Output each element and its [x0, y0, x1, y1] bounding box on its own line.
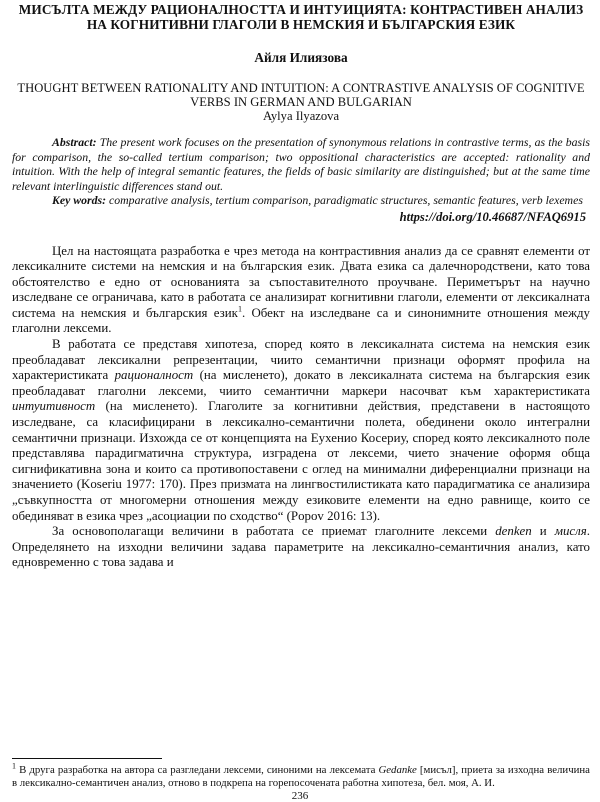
- abstract-label: Abstract:: [52, 135, 97, 149]
- paragraph-3-text-end: . Определянето на изходни величини задава параметрите на лексикално-семантичния анализ, като едновременно с това задава и: [12, 524, 590, 570]
- paragraph-3: [12, 524, 590, 571]
- body-text: [12, 244, 590, 571]
- term-denken: denken: [495, 524, 532, 539]
- paragraph-2-text-end: (на мисленето). Глаголите за когнитивни действия, представени в настоящото изследване, са класифицирани в лексикално-семантични полета, обединени около интегрални семантични признаци. Изхожда се от концепцията на Еухенио Косериу, според която лексикалното поле представлява парадигматична структура, изградена от лексеми, чието значение оформя обща сигнификативна зона и които са противопоставени с оглед на минимални диференциални признаци на значението (Koseriu 1977: 170). През призмата на лингвостилистиката като парадигматика се анализира „съвкупността от многомерни отношения между езиковите елементи на едно равнище, които се обединяват в езика чрез „асоциации по сходство“ (Popov 2016: 13).: [12, 399, 590, 523]
- term-mislya: мисля: [554, 524, 587, 539]
- term-intuitiveness: интуитивност: [12, 399, 96, 414]
- keywords: [12, 193, 590, 208]
- footnote-divider: [12, 758, 162, 759]
- footnote-ref[interactable]: 1: [237, 304, 242, 314]
- author-name-bg: Айля Илиязова: [254, 50, 348, 65]
- abstract: [12, 135, 590, 193]
- paragraph-2-text-mid: (на мисленето), докато в лексикалната система на българския език преобладават глаголни лексеми, чиито семантични маркери насочват към характеристиката: [12, 368, 590, 398]
- paragraph-3-text: За основополагащи величини в работата се приемат глаголните лексеми: [52, 524, 496, 539]
- paper-title-en: THOUGHT BETWEEN RATIONALITY AND INTUITION: A CONTRASTIVE ANALYSIS OF COGNITIVE VERBS IN GERMAN AND BULGARIAN: [17, 81, 585, 109]
- paragraph-2-text: В работата се представя хипотеза, според която в лексикалната система на немския език преобладават лексикални репрезентации, чиито семантични признаци оформят профила на характеристиката: [12, 337, 590, 383]
- page-number: 236: [291, 790, 309, 802]
- author-name-en: Aylya Ilyazova: [262, 109, 340, 123]
- paragraph-2: [12, 337, 590, 524]
- abstract-text: The present work focuses on the presentation of synonymous relations in contrastive terms, as the basis for comparison, the so-called tertium comparison; two oppositional characteristics are accepted: rationality and intuition. With the help of integral semantic features, the fields of basic similarity are distinguished; but at the same time relevant interlinguistic differences stand out.: [12, 135, 591, 193]
- footnote-number: 1: [12, 761, 16, 771]
- doi-link[interactable]: https://doi.org/10.46687/NFAQ6915: [399, 209, 586, 224]
- paper-title-bg: МИСЪЛТА МЕЖДУ РАЦИОНАЛНОСТТА И ИНТУИЦИЯТА: КОНТРАСТИВЕН АНАЛИЗ НА КОГНИТИВНИ ГЛАГОЛИ В НЕМСКИЯ И БЪЛГАРСКИЯ ЕЗИК: [18, 2, 584, 32]
- paragraph-1-text-end: . Обект на изследване са и синонимните отношения между глаголни лексеми.: [12, 305, 590, 336]
- keywords-text: comparative analysis, tertium comparison, paradigmatic structures, semantic features, verb lexemes: [109, 193, 583, 207]
- keywords-label: Key words:: [52, 193, 107, 207]
- term-rationality: рационалност: [114, 368, 194, 383]
- paragraph-1-text: Цел на настоящата разработка е чрез метода на контрастивния анализ да се сравнят елементи от лексикалните системи на немския и на българския език. Двата езика са далечнородствени, като това обстоятелство е едно от основанията за съпоставителното проучване. Периметърът на научно изследване се ограничава, като в работата се анализират когнитивни глаголи, елементи от лексикалната система на немския и българския език: [12, 243, 590, 320]
- term-gedanke: Gedanke: [378, 764, 417, 776]
- footnote-text: В друга разработка на автора са разгледани лексеми, синоними на лексемата: [16, 764, 379, 776]
- paragraph-3-conj: и: [531, 524, 555, 539]
- footnote-text-end: [мисъл], приета за изходна величина в лексикално-семантичен анализ, отново в подкрепа на горепосочената работна хипотеза, бел. моя, А. И.: [12, 764, 590, 789]
- footnote: [12, 761, 590, 790]
- paragraph-1: [12, 244, 590, 338]
